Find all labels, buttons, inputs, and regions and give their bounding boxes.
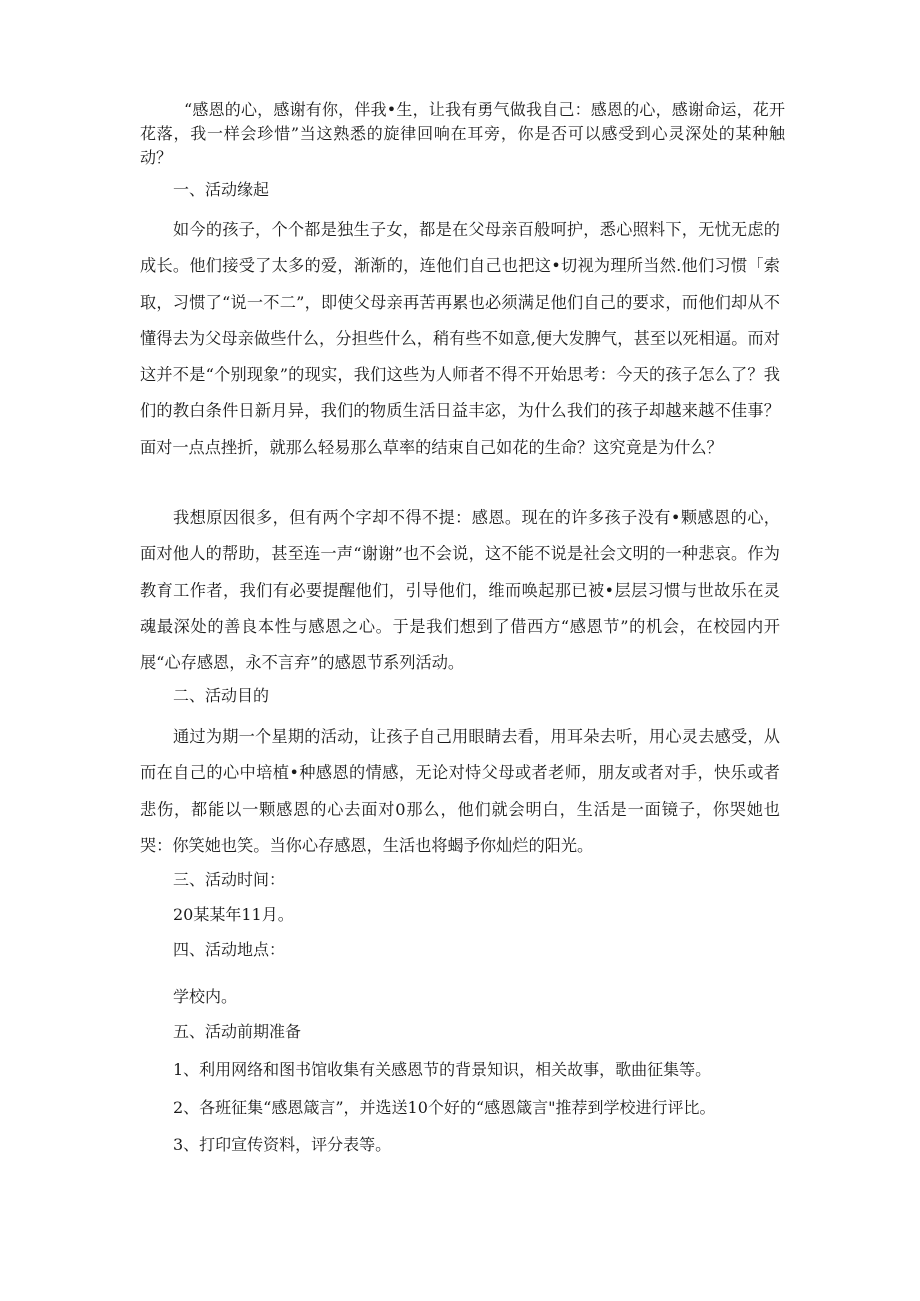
section-2-heading: 二、活动目的 [173, 686, 270, 705]
section-1-paragraph-2: 我想原因很多，但有两个字却不得不提：感恩。现在的许多孩子没有•颗感恩的心，面对他人的帮助，甚至连一声“谢谢”也不会说，这不能不说是社会文明的一种悲哀。作为教育工作者，我们有必要提醒他们，引导他们，维而唤起那已被•层层习惯与世故乐在灵魂最深处的善良本性与感恩之心。于是我们想到了借西方“感恩节”的机会，在校园内开展“心存感恩，永不言弃”的感恩节系列活动。 [140, 508, 780, 673]
section-1-heading: 一、活动缘起 [173, 180, 270, 199]
section-2-paragraph: 通过为期一个星期的活动，让孩子自己用眼睛去看，用耳朵去听，用心灵去感受，从而在自己的心中培植•种感恩的情感，无论对恃父母或者老师，朋友或者对手，快乐或者悲伤，都能以一颗感恩的心去面对0那么，他们就会明白，生活是一面镜子，你哭她也哭：你笑她也笑。当你心存感恩，生活也将蝎予你灿烂的阳光。 [140, 727, 780, 855]
section-4-heading: 四、活动地点： [173, 940, 286, 959]
intro-paragraph: “感恩的心，感谢有你，伴我•生，让我有勇气做我自己：感恩的心，感谢命运，花开花落，我一样会珍惜”当这熟悉的旋律回响在耳旁，你是否可以感受到心灵深处的某种触动？ [140, 100, 785, 167]
prep-item-1: 1、利用网络和图书馆收集有关感恩节的背景知识，相关故事，歌曲征集等。 [173, 1060, 712, 1079]
prep-item-3: 3、打印宣传资料，评分表等。 [173, 1135, 392, 1154]
section-5-heading: 五、活动前期准备 [173, 1022, 302, 1041]
section-4-value: 学校内。 [173, 987, 238, 1006]
section-3-value: 20某某年11月。 [173, 905, 294, 924]
section-1-paragraph-1: 如今的孩子，个个都是独生子女，都是在父母亲百般呵护，悉心照料下，无忧无虑的成长。他们接受了太多的爱，渐渐的，连他们自己也把这•切视为理所当然.他们习惯「索取，习惯了“说一不二”，即使父母亲再苦再累也必须满足他们自己的要求，而他们却从不懂得去为父母亲做些什么，分担些什么，稍有些不如意,便大发脾气，甚至以死相逼。而对这并不是“个别现象”的现实，我们这些为人师者不得不开始思考：今天的孩子怎么了？我们的教白条件日新月异，我们的物质生活日益丰宓，为什么我们的孩子却越来越不佳事？面对一点点挫折，就那么轻易那么草率的结束自己如花的生命？这究竟是为什么？ [140, 220, 780, 457]
section-3-heading: 三、活动时间： [173, 870, 286, 889]
prep-item-2: 2、各班征集“感恩箴言”，并选送10个好的“感恩箴言"推荐到学校进行评比。 [173, 1098, 716, 1117]
